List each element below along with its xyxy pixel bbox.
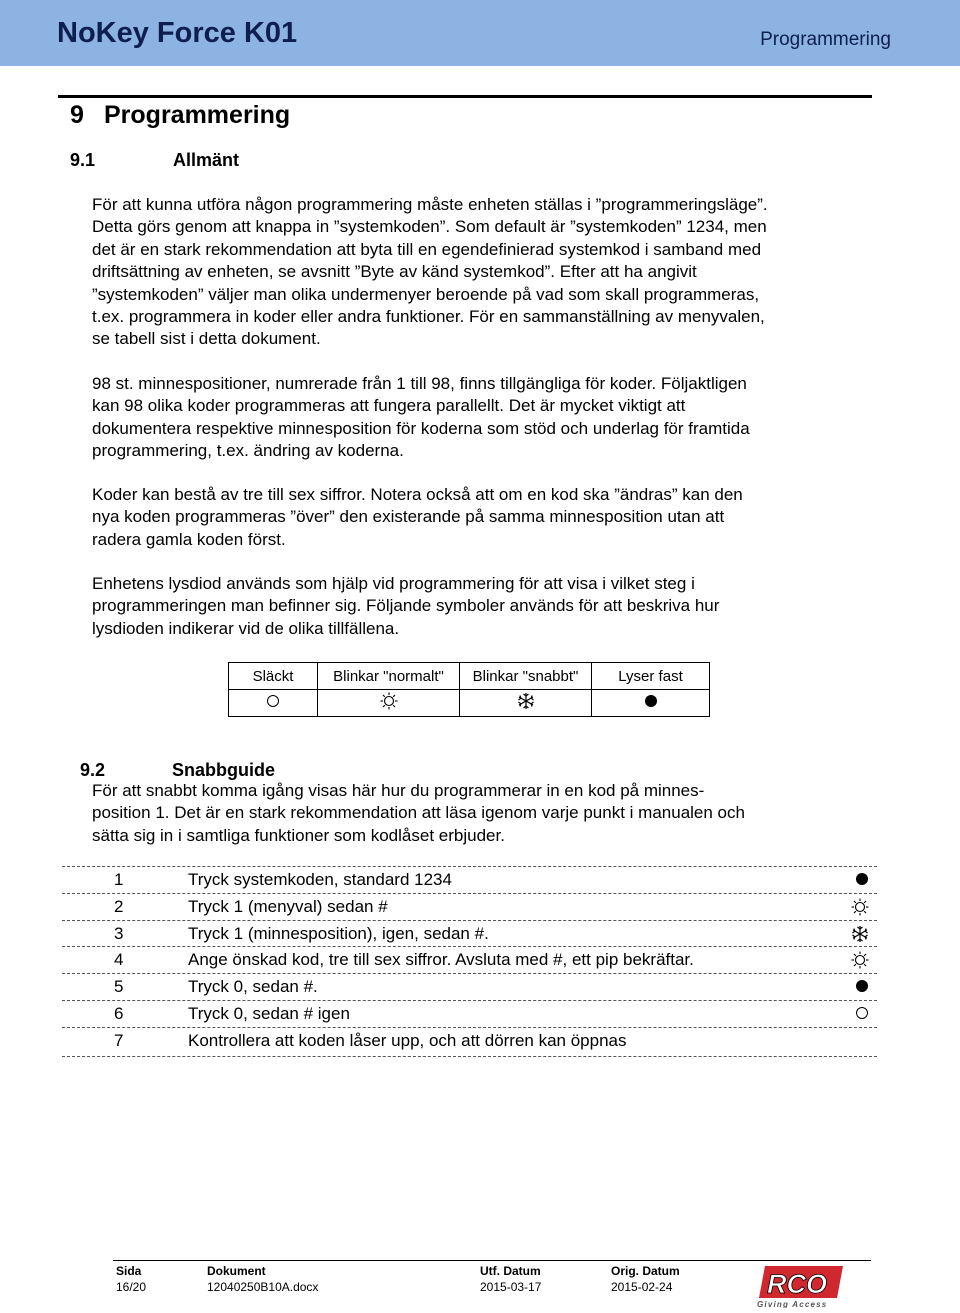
text-line: sätta sig in i samtliga funktioner som kodlåset erbjuder. xyxy=(92,825,505,845)
led-on-icon xyxy=(644,694,658,712)
chapter-title: Programmering xyxy=(104,101,291,129)
svg-text:RCO: RCO xyxy=(767,1269,827,1299)
led-symbol-cell xyxy=(229,690,318,717)
text-line: 98 st. minnespositioner, numrerade från 1 till 98, finns tillgängliga för koder. Följaktligen xyxy=(92,374,747,393)
section-number: 9.1 xyxy=(70,150,96,170)
text-line: För att snabbt komma igång visas här hur du programmerar in en kod på minnes- xyxy=(92,781,705,800)
led-header-on: Lyser fast xyxy=(592,663,710,690)
led-symbol-table xyxy=(228,662,710,717)
footer-rule xyxy=(113,1260,871,1261)
paragraph-codes xyxy=(92,484,882,551)
led-on-icon xyxy=(855,871,869,891)
footer-document-value: 12040250B10A.docx xyxy=(207,1280,319,1294)
text-line: driftsättning av enheten, se avsnitt ”Byte av känd systemkod”. Efter att ha angivit xyxy=(92,262,697,282)
section-title: Snabbguide xyxy=(172,760,275,780)
step-text: Tryck 0, sedan #. xyxy=(188,977,318,997)
text-line: För att kunna utföra någon programmering måste enheten ställas i ”programmeringsläge”. xyxy=(92,195,768,214)
led-off-icon xyxy=(855,1005,869,1025)
step-row xyxy=(62,921,877,948)
led-table-symbol-row xyxy=(229,690,710,717)
led-blink-normal-icon xyxy=(380,692,398,714)
text-line: lysdioden indikerar vid de olika tillfällena. xyxy=(92,618,400,638)
section-number: 9.2 xyxy=(80,760,106,780)
step-number: 6 xyxy=(114,1003,124,1023)
footer-page-value: 16/20 xyxy=(116,1280,147,1294)
step-text: Tryck systemkoden, standard 1234 xyxy=(188,870,452,889)
led-header-blink-fast: Blinkar "snabbt" xyxy=(460,663,592,690)
text-line: position 1. Det är en stark rekommendation att läsa igenom varje punkt i manualen och xyxy=(92,803,745,823)
led-header-off: Släckt xyxy=(229,663,318,690)
footer-utf-label: Utf. Datum xyxy=(480,1264,541,1278)
paragraph-quickguide xyxy=(92,780,882,847)
text-line: programmeringen man befinner sig. Följande symboler används för att beskriva hur xyxy=(92,596,720,616)
text-line: dokumentera respektive minnesposition för koderna som stöd och underlag för framtida xyxy=(92,418,750,438)
step-row xyxy=(62,974,877,1001)
text-line: det är en stark rekommendation att byta till en egendefinierad systemkod i samband med xyxy=(92,239,762,259)
chapter-heading xyxy=(70,101,290,130)
quickguide-steps xyxy=(62,866,877,1057)
header-band xyxy=(0,0,960,66)
chapter-number: 9 xyxy=(70,101,84,129)
footer-page-label: Sida xyxy=(116,1264,142,1278)
text-line: programmering, t.ex. ändring av koderna. xyxy=(92,441,404,461)
paragraph-intro xyxy=(92,194,882,351)
step-row xyxy=(62,894,877,921)
led-on-icon xyxy=(855,978,869,998)
text-line: kan 98 olika koder programmeras att fungera parallellt. Det är mycket viktigt att xyxy=(92,396,686,416)
led-symbol-cell xyxy=(318,690,460,717)
led-symbol-cell xyxy=(592,690,710,717)
led-off-icon xyxy=(266,694,280,712)
paragraph-memory xyxy=(92,373,882,463)
text-line: t.ex. programmera in koder eller andra funktioner. För en sammanställning av menyvalen, xyxy=(92,307,765,327)
text-line: se tabell sist i detta dokument. xyxy=(92,329,321,349)
step-text: Tryck 1 (minnesposition), igen, sedan #. xyxy=(188,923,489,943)
led-blink-fast-icon xyxy=(851,925,869,948)
step-number: 3 xyxy=(114,923,124,943)
text-line: Enhetens lysdiod används som hjälp vid programmering för att visa i vilket steg i xyxy=(92,574,695,593)
svg-text:Giving Access: Giving Access xyxy=(757,1300,828,1308)
text-line: ”systemkoden” väljer man olika undermenyer beroende på vad som skall programmeras, xyxy=(92,284,760,304)
footer-utf-value: 2015-03-17 xyxy=(480,1280,542,1294)
step-row xyxy=(62,1028,877,1057)
header-section-label: Programmering xyxy=(760,29,891,50)
text-line: nya koden programmeras ”över” den existerande på samma minnesposition utan att xyxy=(92,507,725,527)
rco-logo xyxy=(755,1264,847,1313)
step-number: 1 xyxy=(114,870,124,889)
document-title: NoKey Force K01 xyxy=(57,17,298,49)
led-table-header-row xyxy=(229,663,710,690)
step-row xyxy=(62,866,877,894)
footer-document-label: Dokument xyxy=(207,1264,266,1278)
section-title: Allmänt xyxy=(173,150,240,170)
step-number: 7 xyxy=(114,1030,124,1050)
led-blink-normal-icon xyxy=(851,951,869,974)
footer-orig-value: 2015-02-24 xyxy=(611,1280,673,1294)
step-text: Kontrollera att koden låser upp, och att dörren kan öppnas xyxy=(188,1030,627,1050)
rco-logo-mark xyxy=(755,1264,847,1308)
step-number: 5 xyxy=(114,977,124,997)
text-line: Koder kan bestå av tre till sex siffror. Notera också att om en kod ska ”ändras” kan den xyxy=(92,485,743,504)
step-number: 4 xyxy=(114,950,124,970)
step-text: Tryck 0, sedan # igen xyxy=(188,1003,350,1023)
chapter-rule xyxy=(58,95,872,98)
step-number: 2 xyxy=(114,896,124,916)
step-row xyxy=(62,947,877,974)
led-header-blink-normal: Blinkar "normalt" xyxy=(318,663,460,690)
text-line: radera gamla koden först. xyxy=(92,529,286,549)
footer-orig-label: Orig. Datum xyxy=(611,1264,680,1278)
led-blink-fast-icon xyxy=(517,692,535,714)
led-blink-normal-icon xyxy=(851,898,869,921)
paragraph-led xyxy=(92,573,882,640)
text-line: Detta görs genom att knappa in ”systemkoden”. Som default är ”systemkoden” 1234, men xyxy=(92,217,767,237)
step-text: Tryck 1 (menyval) sedan # xyxy=(188,896,388,916)
led-symbol-cell xyxy=(460,690,592,717)
step-text: Ange önskad kod, tre till sex siffror. Avsluta med #, ett pip bekräftar. xyxy=(188,950,694,970)
step-row xyxy=(62,1001,877,1028)
